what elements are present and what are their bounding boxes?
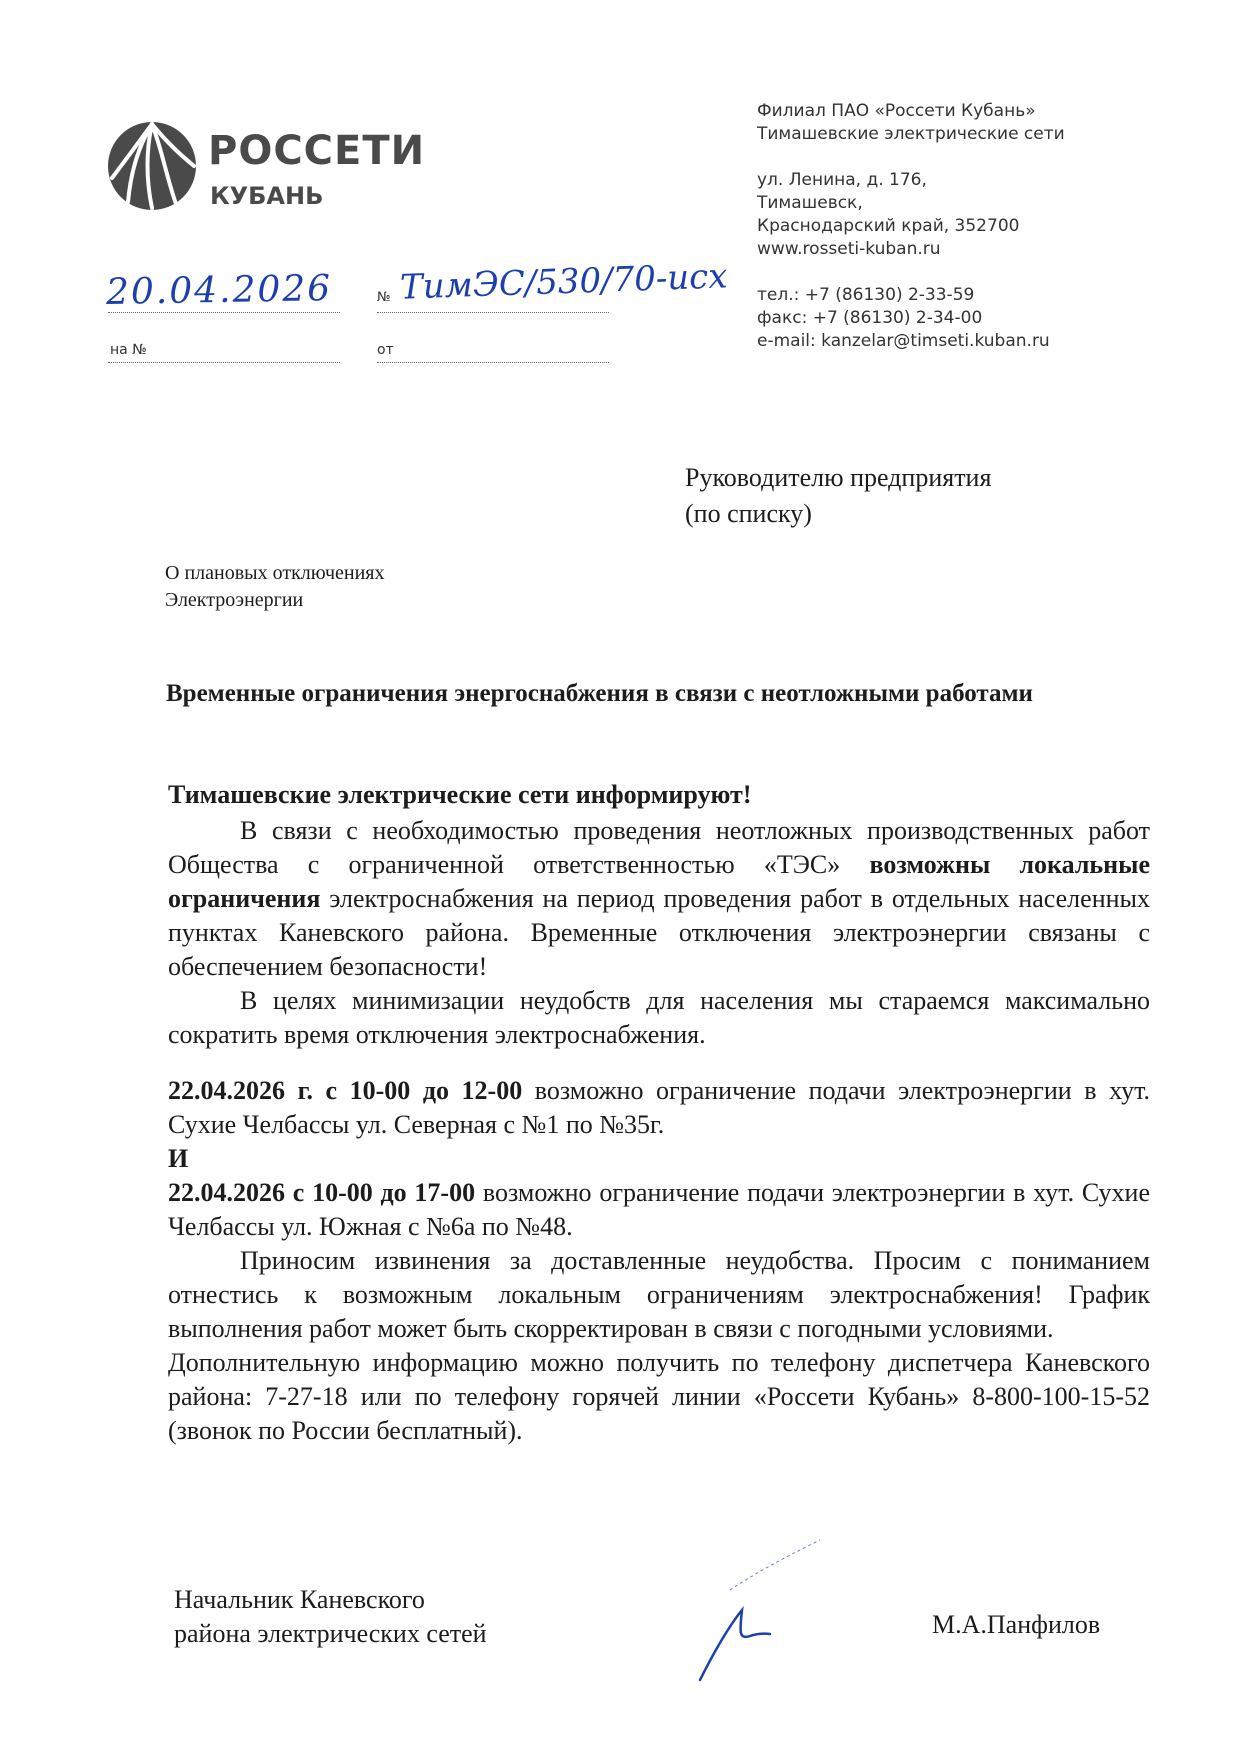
- org-line: Филиал ПАО «Россети Кубань»: [757, 101, 1036, 121]
- document-title: Временные ограничения энергоснабжения в связи с неотложными работами: [166, 680, 1033, 707]
- signer-position: [174, 1583, 487, 1651]
- rosseti-emblem-icon: [106, 120, 198, 212]
- org-line: Тимашевские электрические сети: [757, 124, 1065, 144]
- signer-position-line: Начальник Каневского: [174, 1585, 425, 1614]
- phone-line: тел.: +7 (86130) 2-33-59: [757, 285, 975, 305]
- addressee: [685, 460, 991, 532]
- email-link[interactable]: e-mail: kanzelar@timseti.kuban.ru: [757, 331, 1050, 351]
- paragraph-1-text-end: электроснабжения на период проведения работ в отдельных населенных пунктах Каневского района. Временные отключения электроэнергии связаны с обеспечением безопасности!: [168, 884, 1150, 981]
- number-underline: [377, 312, 609, 313]
- website-link[interactable]: www.rosseti-kuban.ru: [757, 239, 941, 259]
- schedule-2-text: возможно ограничение подачи электроэнергии в хут. Сухие Челбассы ул. Южная с №6а по №48.: [168, 1178, 1150, 1241]
- addressee-line: Руководителю предприятия: [685, 463, 992, 492]
- address-line: Краснодарский край, 352700: [757, 216, 1020, 236]
- handwritten-signature: [690, 1530, 840, 1690]
- signer-position-line: района электрических сетей: [174, 1619, 487, 1648]
- schedule-1: [168, 1074, 1150, 1142]
- organization-block: [757, 100, 1177, 353]
- addressee-line: (по списку): [685, 499, 812, 528]
- subject: [165, 560, 384, 614]
- address-line: Тимашевск,: [757, 193, 863, 213]
- schedule-1-time: 22.04.2026 г. с 10-00 до 12-00: [168, 1076, 523, 1105]
- conjunction: И: [168, 1144, 189, 1173]
- subject-line: Электроэнергии: [165, 589, 304, 611]
- paragraph-1: [168, 814, 1150, 984]
- fax-line: факс: +7 (86130) 2-34-00: [757, 308, 983, 328]
- inform-heading: Тимашевские электрические сети информируют!: [168, 780, 752, 809]
- signer-name: М.А.Панфилов: [932, 1610, 1101, 1639]
- handwritten-date: 20.04.2026: [105, 268, 333, 313]
- from-label: от: [377, 342, 394, 358]
- body-main: [168, 814, 1150, 1052]
- logo-name: РОССЕТИ: [208, 128, 426, 174]
- subject-line: О плановых отключениях: [165, 562, 385, 584]
- paragraph-1-bold: возможны локальные ограничения: [168, 850, 1150, 913]
- from-line: [377, 362, 609, 363]
- rosseti-logo: [106, 120, 426, 220]
- schedule-2: [168, 1176, 1150, 1244]
- on-number-label: на №: [110, 342, 147, 358]
- body-schedule: [168, 1074, 1150, 1448]
- number-prefix: №: [377, 290, 391, 305]
- on-number-line: [108, 362, 340, 363]
- logo-subtitle: КУБАНЬ: [210, 182, 324, 210]
- handwritten-number: ТимЭС/530/70-исх: [399, 256, 729, 308]
- contact-info-paragraph: Дополнительную информацию можно получить по телефону диспетчера Каневского района: 7-27-18 или по телефону горячей линии «Россети Кубань» 8-800-100-15-52 (звонок по России бесплатный).: [168, 1348, 1150, 1445]
- schedule-1-text: возможно ограничение подачи электроэнергии в хут. Сухие Челбассы ул. Северная с №1 по №35г.: [168, 1076, 1150, 1139]
- date-underline: [108, 312, 340, 313]
- schedule-2-time: 22.04.2026 с 10-00 до 17-00: [168, 1178, 476, 1207]
- address-line: ул. Ленина, д. 176,: [757, 170, 927, 190]
- paragraph-2: В целях минимизации неудобств для населения мы стараемся максимально сократить время отключения электроснабжения.: [168, 986, 1150, 1049]
- apology-paragraph: Приносим извинения за доставленные неудобства. Просим с пониманием отнестись к возможным локальным ограничениям электроснабжения! График выполнения работ может быть скорректирован в связи с погодными условиями.: [168, 1246, 1150, 1343]
- paragraph-1-text: В связи с необходимостью проведения неотложных производственных работ Общества с ограниченной ответственностью «ТЭС»: [168, 816, 1150, 879]
